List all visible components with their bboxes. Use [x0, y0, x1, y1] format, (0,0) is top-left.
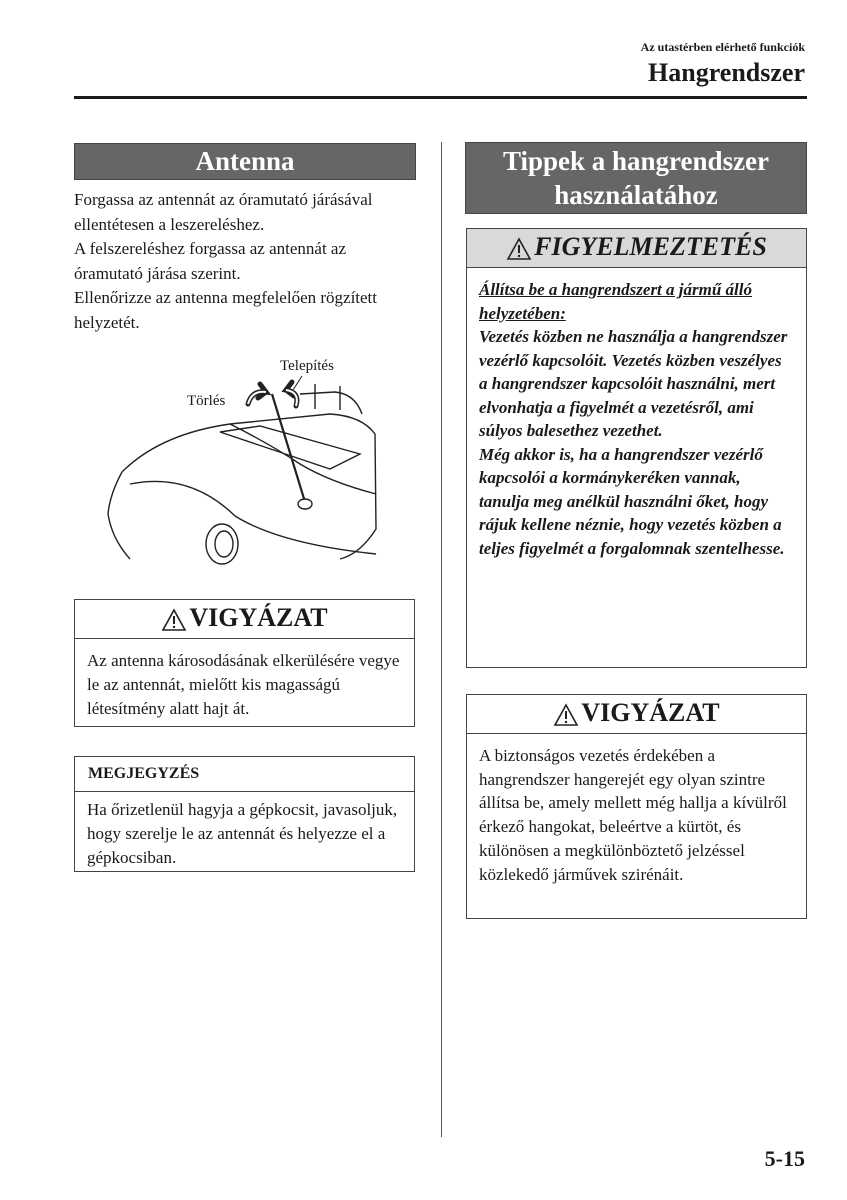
warning-title — [467, 229, 806, 268]
tips-caution-box — [466, 694, 807, 919]
caution-title — [75, 600, 414, 639]
warning-lead: Állítsa be a hangrendszert a jármű álló helyzetében: — [479, 280, 752, 323]
warning-triangle-icon — [161, 608, 187, 632]
warning-triangle-icon — [553, 703, 579, 727]
antenna-mast — [272, 394, 305, 502]
header-rule — [74, 96, 807, 99]
page-title: Hangrendszer — [648, 58, 805, 87]
car-rear-body — [108, 472, 130, 559]
warning-title-text: FIGYELMEZTETÉS — [534, 232, 767, 261]
antenna-paragraph-install: A felszereléshez forgassa az antennát az óramutató járása szerint. — [74, 239, 347, 283]
antenna-instructions — [74, 188, 419, 335]
tips-heading — [465, 142, 807, 214]
warning-text-steering: Még akkor is, ha a hangrendszer vezérlő kapcsolói a kormánykeréken vannak, tanulja meg anélkül használni őket, hogy rájuk kellene néznie, hogy vezetés közben a teljes figyelmét a forgalomnak szentelhesse. — [479, 444, 785, 558]
remove-arrow-icon — [248, 384, 266, 404]
tips-heading-line2: használatához — [554, 180, 718, 210]
tips-heading-line1: Tippek a hangrendszer — [502, 146, 770, 176]
warning-body — [467, 268, 806, 570]
install-leader-line — [293, 376, 302, 390]
antenna-heading: Antenna — [74, 143, 416, 180]
car-shoulder-line — [130, 481, 376, 554]
page-number: 5-15 — [764, 1146, 805, 1171]
antenna-base — [298, 499, 312, 509]
section-header: Az utastérben elérhető funkciók — [640, 40, 805, 54]
roof-bar — [315, 384, 340, 410]
roof-edge — [300, 392, 362, 414]
warning-text-driving: Vezetés közben ne használja a hangrendszer vezérlő kapcsolóit. Vezetés közben veszélyes a hangrendszer kapcsolóit használni, mert elvonhatja a figyelmét a vezetésről, ami súlyos balesethez vezethet. — [479, 327, 788, 440]
antenna-caution-box — [74, 599, 415, 727]
caution-text: Az antenna károsodásának elkerülésére vegye le az antennát, mielőtt kis magasságú létesítmény alatt hajt át. — [87, 651, 400, 718]
note-text: Ha őrizetlenül hagyja a gépkocsit, javasoljuk, hogy szerelje le az antennát és helyezze el a gépkocsiban. — [87, 800, 398, 867]
install-label: Telepítés — [280, 358, 334, 374]
antenna-paragraph-check: Ellenőrizze az antenna megfelelően rögzített helyzetét. — [74, 288, 378, 332]
column-divider — [441, 142, 442, 1137]
note-title: MEGJEGYZÉS — [75, 757, 414, 792]
caution-title-text: VIGYÁZAT — [581, 698, 720, 727]
trunk-panel-line — [230, 424, 376, 494]
caution-title — [467, 695, 806, 734]
car-trunk-lid — [122, 414, 376, 559]
caution-title-text: VIGYÁZAT — [189, 603, 328, 632]
antenna-note-box — [74, 756, 415, 872]
trunk-recess — [220, 426, 360, 469]
antenna-illustration — [100, 354, 390, 572]
caution-text: A biztonságos vezetés érdekében a hangrendszer hangerejét egy olyan szintre állítsa be, amely mellett még hallja a kívülről érkező hangokat, beleértve a kürtöt, és különösen a megkülönböztető jelzéssel közlekedő járművek szirénáit. — [479, 746, 787, 884]
warning-triangle-icon — [506, 237, 532, 261]
tips-warning-box — [466, 228, 807, 668]
antenna-paragraph-remove: Forgassa az antennát az óramutató járásával ellentétesen a leszereléshez. — [74, 190, 373, 234]
remove-label: Törlés — [187, 393, 226, 409]
tail-lamp-inner — [215, 531, 233, 557]
